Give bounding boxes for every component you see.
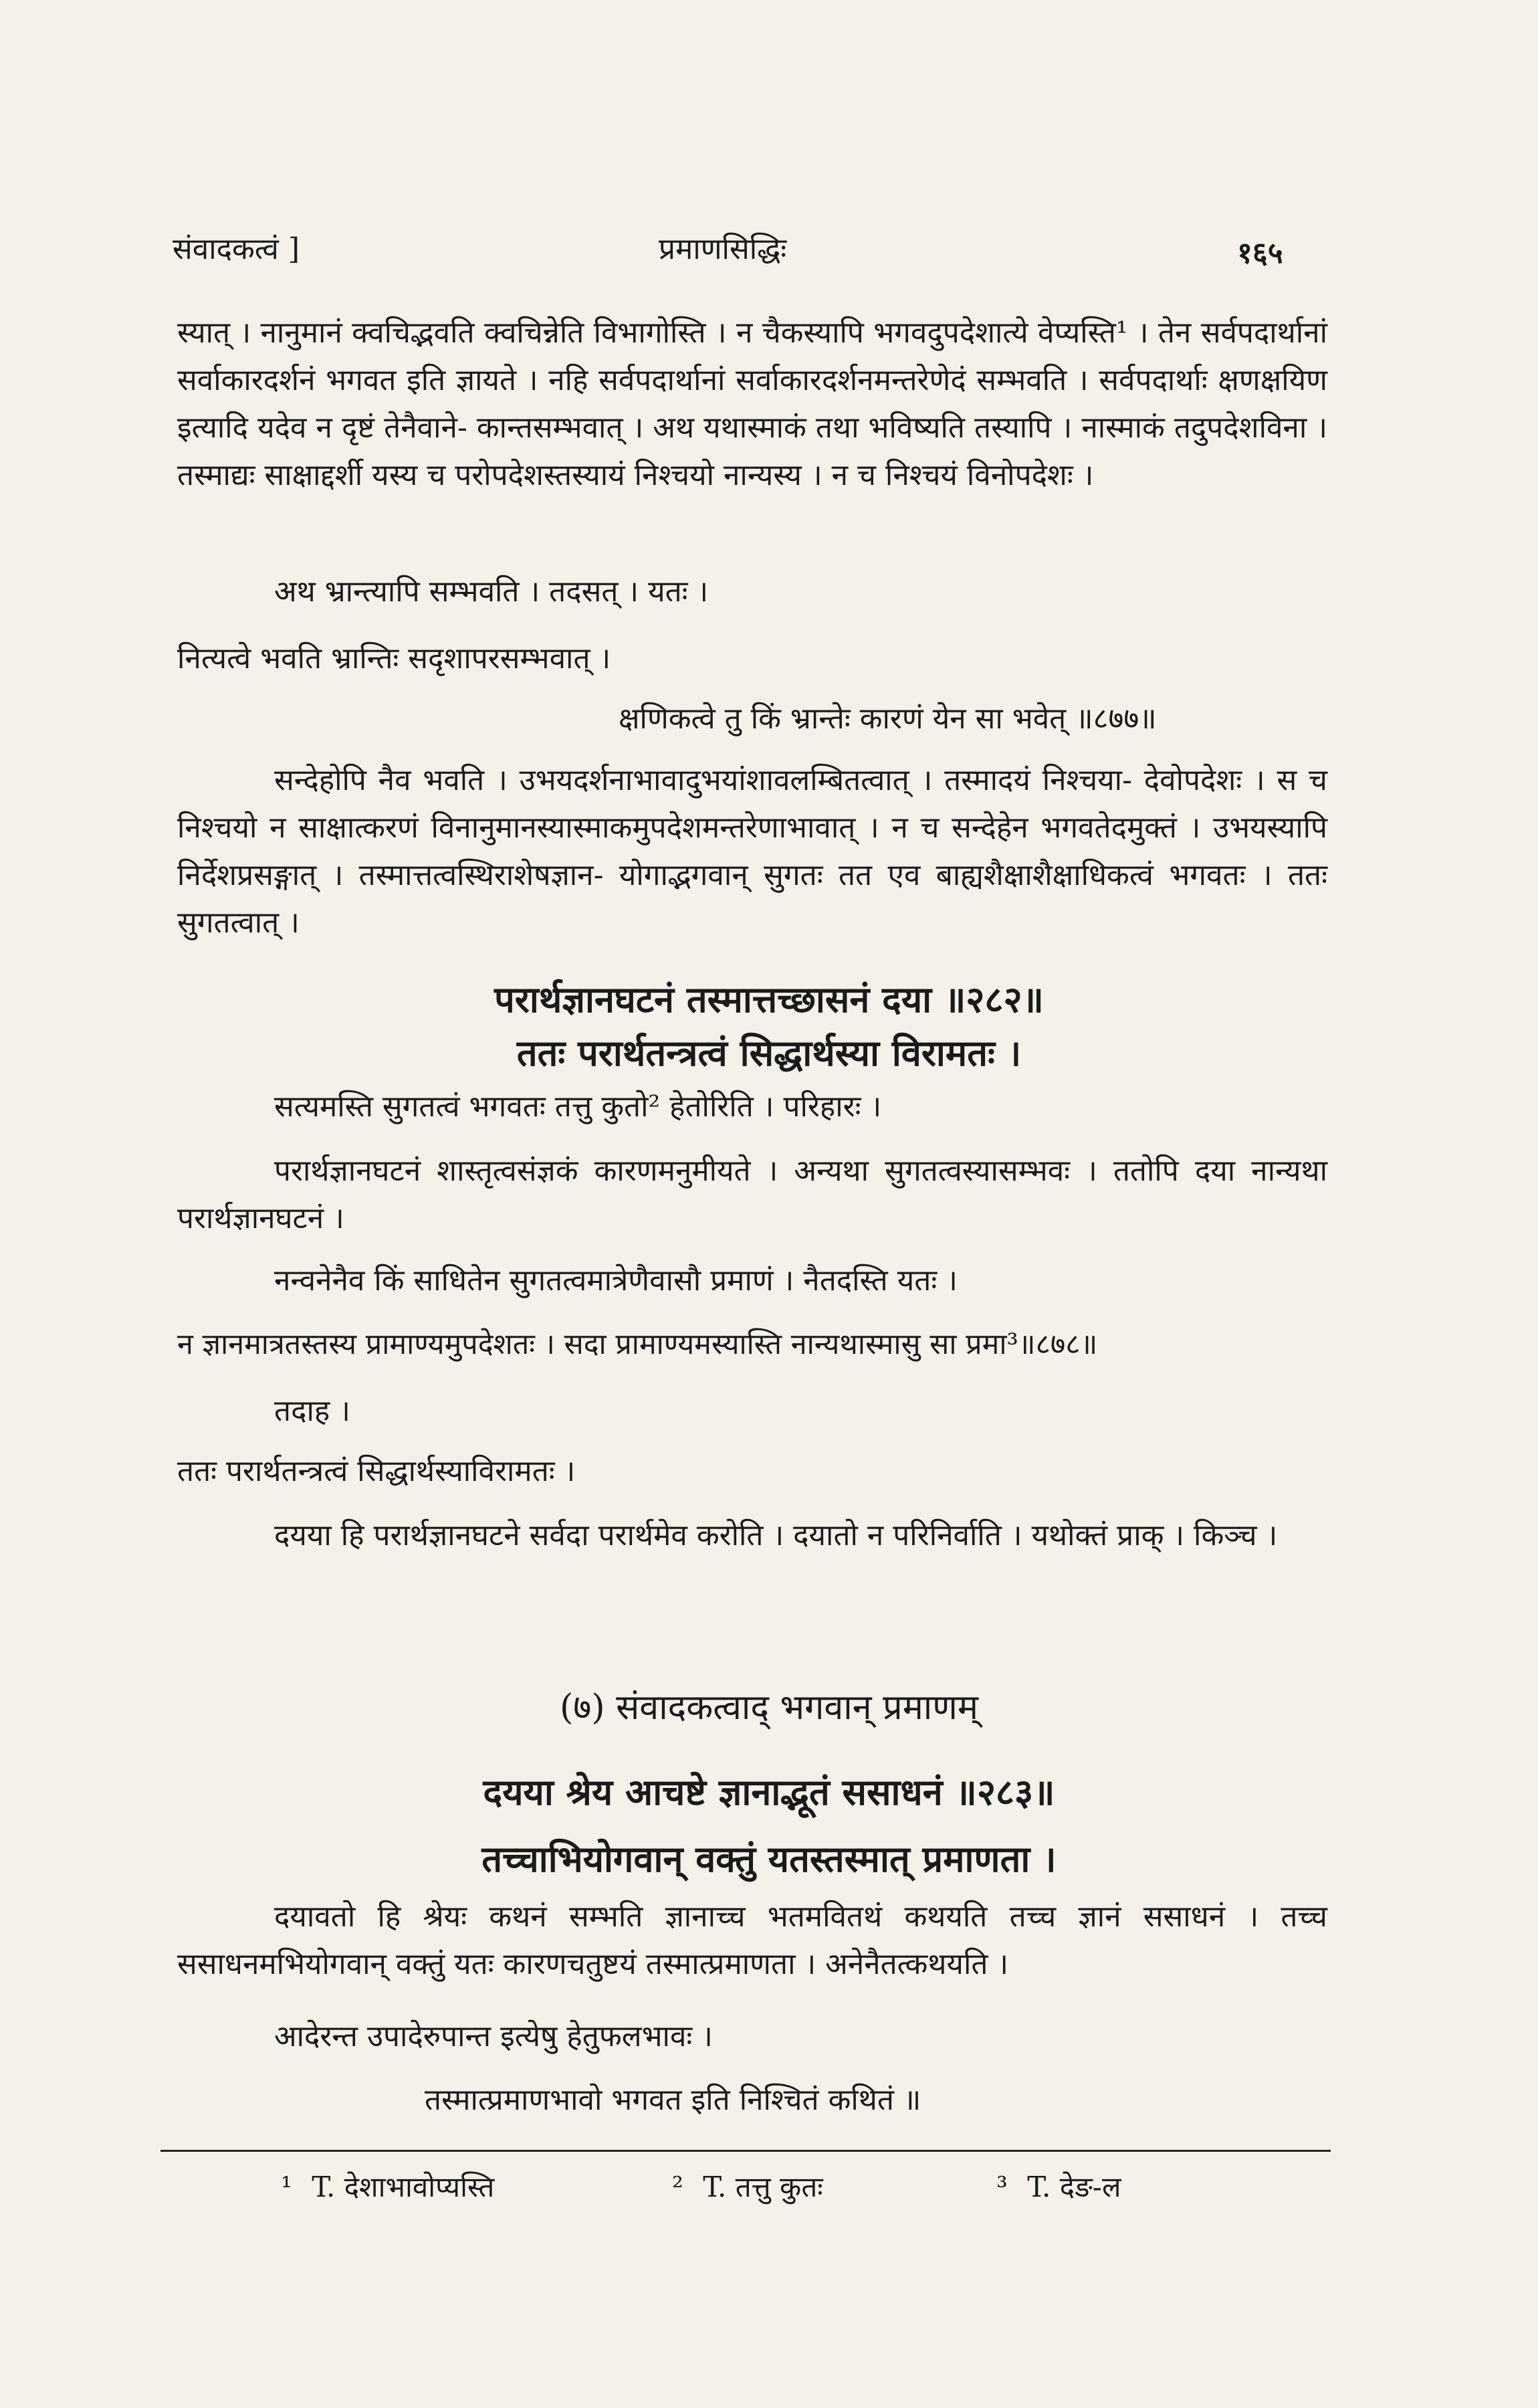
footnote-text: T. तत्तु कुतः [703,2171,823,2203]
verse-282-line-1: परार्थज्ञानघटनं तस्मात्तच्छासनं दया ॥२८२॥ [494,978,1044,1021]
verse-878: न ज्ञानमात्रतस्तस्य प्रामाण्यमुपदेशतः । सदा प्रामाण्यमस्यास्ति नान्यथास्मासु सा प्रमा³॥८७८॥ [177,1328,1098,1361]
line-tadaha: तदाह । [274,1394,350,1428]
footnote-3 [996,2167,1121,2205]
footnote-text: T. देशाभावोप्यस्ति [312,2171,495,2203]
section-heading: (७) संवादकत्वाद् भगवान् प्रमाणम् [560,1688,978,1728]
paragraph-4: दयया हि परार्थज्ञानघटने सर्वदा परार्थमेव करोति । दयातो न परिनिर्वाति । यथोक्तं प्राक् । किञ्च । [274,1518,1278,1552]
paragraph-2: सन्देहोपि नैव भवति । उभयदर्शनाभावादुभयांशावलम्बितत्वात् । तस्मादयं निश्चया- देवोपदेशः । स च निश्चयो न साक्षात्करणं विनानुमानस्यास्माकमुपदेशमन्तरेणाभावात् । न च सन्देहेन भगवतेदमुक्तं । उभयस्यापि निर्देशप्रसङ्गात् । तस्मात्तत्वस्थिराशेषज्ञान- योगाद्भगवान् सुगतः तत एव बाह्यशैक्षाशैक्षाधिकत्वं भगवतः । ततः सुगतत्वात् । [177,763,1327,940]
footnote-2 [672,2167,823,2205]
page-number: १६५ [1237,236,1283,270]
footnote-mark: ² [672,2171,683,2203]
line-quote: ततः परार्थतन्त्रत्वं सिद्धार्थस्याविरामतः । [177,1454,576,1488]
paragraph-3: परार्थज्ञानघटनं शास्तृत्वसंज्ञकं कारणमनुमीयते । अन्यथा सुगतत्वस्यासम्भवः । ततोपि दया नान्यथा परार्थज्ञानघटनं । [177,1154,1327,1235]
paragraph-5: दयावतो हि श्रेयः कथनं सम्भति ज्ञानाच्च भतमवितथं कथयति तच्च ज्ञानं ससाधनं । तच्च ससाधनमभियोगवान् वक्तुं यतः कारणचतुष्टयं तस्मात्प्रमाणता । अनेनैतत्कथयति । [177,1900,1327,1981]
verse-line-1: नित्यत्वे भवति भ्रान्तिः सदृशापरसम्भवात् । [177,641,611,676]
line-question: सत्यमस्ति सुगतत्वं भगवतः तत्तु कुतो² हेतोरिति । परिहारः । [274,1090,882,1124]
verse-282-line-2: ततः परार्थतन्त्रत्वं सिद्धार्थस्या विरामतः । [516,1031,1022,1074]
footnote-mark: ¹ [281,2171,292,2203]
verse-283-line-1: दयया श्रेय आचष्टे ज्ञानाद्भूतं ससाधनं ॥२८३॥ [483,1771,1055,1813]
running-head-title: प्रमाणसिद्धिः [659,232,787,266]
verse-line-2: क्षणिकत्वे तु किं भ्रान्तेः कारणं येन सा भवेत् ॥८७७॥ [619,702,1157,736]
running-head-left: संवादकत्वं ] [173,232,300,266]
paragraph-1: स्यात् । नानुमानं क्वचिद्भवति क्वचिन्नेति विभागोस्ति । न चैकस्यापि भगवदुपदेशात्ये वेप्यस्ति¹ । तेन सर्वपदार्थानां सर्वाकारदर्शनं भगवत इति ज्ञायते । नहि सर्वपदार्थानां सर्वाकारदर्शनमन्तरेणेदं सम्भवति । सर्वपदार्थाः क्षणक्षयिण इत्यादि यदेव न दृष्टं तेनैवाने- कान्तसम्भवात् । अथ यथास्माकं तथा भविष्यति तस्यापि । नास्माकं तदुपदेशविना । तस्माद्यः साक्षाद्दर्शी यस्य च परोपदेशस्तस्यायं निश्चयो नान्यस्य । न च निश्चयं विनोपदेशः । [177,316,1327,492]
line-objection: अथ भ्रान्त्यापि सम्भवति । तदसत् । यतः । [274,575,709,609]
verse-283-line-2: तच्चाभियोगवान् वक्तुं यतस्तस्मात् प्रमाणता । [481,1837,1057,1880]
line-conclusion: तस्मात्प्रमाणभावो भगवत इति निश्चितं कथितं ॥ [425,2083,921,2117]
footnote-1 [281,2167,494,2205]
line-cause-effect: आदेरन्त उपादेरुपान्त इत्येषु हेतुफलभावः । [274,2019,713,2053]
footnote-rule [160,2150,1331,2152]
line-doubt: नन्वनेनैव किं साधितेन सुगतत्वमात्रेणैवासौ प्रमाणं । नैतदस्ति यतः । [274,1264,958,1298]
footnote-text: T. देङ-ल [1027,2171,1121,2203]
footnote-mark: ³ [996,2171,1008,2203]
